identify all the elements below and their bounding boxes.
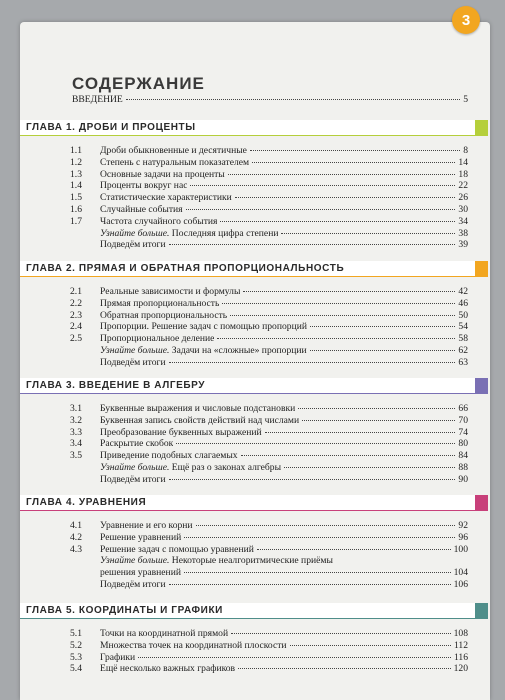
page-ref: 70	[458, 414, 468, 426]
dot-leader	[169, 362, 456, 363]
dot-leader	[196, 525, 456, 526]
chapter-title: ГЛАВА 5. КООРДИНАТЫ И ГРАФИКИ	[26, 605, 223, 616]
dot-leader	[169, 244, 456, 245]
page-ref: 96	[458, 531, 468, 543]
toc-row[interactable]	[20, 345, 490, 357]
page-ref: 58	[458, 333, 468, 345]
page-ref: 92	[458, 520, 468, 531]
section-number: 5.3	[70, 651, 82, 663]
dot-leader	[220, 221, 455, 222]
dot-leader	[228, 174, 456, 175]
page-ref: 46	[458, 297, 468, 309]
chapter-title: ГЛАВА 1. ДРОБИ И ПРОЦЕНТЫ	[26, 122, 196, 133]
toc-row[interactable]	[20, 321, 490, 333]
section-title	[100, 462, 281, 474]
section-number: 5.1	[70, 628, 82, 639]
toc-entry	[100, 462, 468, 474]
toc-entry	[100, 345, 468, 357]
section-title: Подведём итоги	[100, 239, 166, 251]
section-number: 4.2	[70, 531, 82, 543]
dot-leader	[184, 537, 455, 538]
dot-leader	[281, 233, 455, 234]
section-number: 1.1	[70, 145, 82, 156]
toc-entry	[100, 239, 468, 251]
section-number: 1.4	[70, 180, 82, 192]
dot-leader	[310, 350, 456, 351]
toc-row[interactable]	[20, 298, 490, 310]
dot-leader	[243, 291, 455, 292]
page-ref: 5	[463, 94, 468, 105]
toc-entry	[100, 640, 468, 652]
section-number: 2.5	[70, 333, 82, 345]
page-ref: 108	[453, 628, 468, 639]
chapter-color-strip	[482, 261, 488, 276]
page-ref: 116	[453, 651, 468, 663]
page-ref: 104	[453, 567, 468, 579]
toc-row[interactable]	[20, 216, 490, 228]
toc-row[interactable]	[20, 169, 490, 181]
section-title: Пропорции. Решение задач с помощью пропорций	[100, 321, 307, 333]
toc-row[interactable]	[20, 403, 490, 415]
dot-leader	[186, 209, 456, 210]
dot-leader	[284, 467, 455, 468]
toc-entry	[100, 663, 468, 675]
section-number: 2.4	[70, 321, 82, 333]
toc-row[interactable]	[20, 204, 490, 216]
section-title-text: Последняя цифра степени	[169, 227, 279, 239]
section-number: 2.3	[70, 309, 82, 321]
section-number: 5.4	[70, 663, 82, 675]
toc-entry	[100, 157, 468, 169]
toc-entry	[100, 628, 468, 640]
toc-row[interactable]	[20, 239, 490, 251]
page-ref: 112	[453, 639, 468, 651]
toc-entry	[100, 652, 468, 664]
book-page	[20, 22, 490, 700]
section-number: 3.5	[70, 450, 82, 462]
section-title: Подведём итоги	[100, 579, 166, 590]
toc-row[interactable]	[20, 415, 490, 427]
page-title: СОДЕРЖАНИЕ	[72, 74, 205, 93]
toc-entry	[100, 192, 468, 204]
dot-leader	[230, 315, 455, 316]
toc-row[interactable]	[20, 310, 490, 322]
page-ref: 54	[458, 321, 468, 333]
chapter-header[interactable]	[20, 261, 488, 277]
section-title	[100, 555, 333, 567]
toc-row[interactable]	[20, 228, 490, 240]
toc-row[interactable]	[20, 333, 490, 345]
section-number: 3.3	[70, 426, 82, 438]
page-ref: 106	[453, 579, 468, 590]
page-ref: 50	[458, 309, 468, 321]
toc-entry	[100, 180, 468, 192]
section-title: Статистические характеристики	[100, 192, 232, 204]
toc-entry	[100, 321, 468, 333]
page-ref: 22	[458, 180, 468, 192]
toc-row[interactable]	[20, 544, 490, 556]
page-ref: 88	[458, 462, 468, 473]
toc-entry	[100, 450, 468, 462]
more-label: Узнайте больше.	[100, 462, 170, 473]
toc-entry	[100, 145, 468, 157]
section-title: Ещё несколько важных графиков	[100, 663, 236, 675]
section-title: Обратная пропорциональность	[100, 309, 228, 321]
section-number: 2.2	[70, 297, 82, 309]
chapter-color-strip	[482, 603, 488, 618]
toc-entry	[100, 216, 468, 228]
toc-row[interactable]	[20, 520, 490, 532]
chapter-header[interactable]	[20, 603, 488, 619]
page-ref: 30	[458, 204, 468, 215]
page-ref: 63	[458, 356, 468, 368]
section-title: Решение задач с помощью уравнений	[100, 543, 254, 555]
section-title: Множества точек на координатной плоскости	[100, 639, 287, 651]
toc-row[interactable]	[20, 145, 490, 157]
chapter-title: ГЛАВА 2. ПРЯМАЯ И ОБРАТНАЯ ПРОПОРЦИОНАЛЬНОСТЬ	[26, 263, 345, 274]
dot-leader	[265, 432, 456, 433]
page-ref: 26	[458, 192, 468, 204]
intro-row[interactable]	[20, 94, 490, 106]
chapter-header[interactable]	[20, 378, 488, 394]
page-ref: 80	[458, 438, 468, 450]
page-ref: 100	[453, 543, 468, 555]
page-ref: 62	[458, 345, 468, 356]
page-ref: 84	[458, 450, 468, 462]
page-number-badge: 3	[452, 6, 480, 34]
toc-entry	[100, 310, 468, 322]
toc-entry	[100, 427, 468, 439]
dot-leader	[169, 479, 456, 480]
dot-leader	[290, 645, 451, 646]
section-number: 2.1	[70, 286, 82, 297]
page-ref: 90	[458, 473, 468, 485]
page-ref: 38	[458, 227, 468, 239]
dot-leader	[310, 326, 455, 327]
toc-entry	[100, 357, 468, 369]
section-number: 4.1	[70, 520, 82, 531]
toc-row[interactable]	[20, 555, 490, 567]
page-ref: 34	[458, 215, 468, 227]
toc-row[interactable]	[20, 652, 490, 664]
section-title: Графики	[100, 651, 136, 663]
dot-leader	[238, 668, 451, 669]
toc-entry	[100, 228, 468, 240]
toc-entry	[100, 403, 468, 415]
page-ref: 18	[458, 168, 468, 180]
section-title: ВВЕДЕНИЕ	[72, 94, 123, 105]
dot-leader	[241, 455, 456, 456]
toc-entry	[72, 94, 468, 106]
toc-entry	[100, 567, 468, 579]
section-number: 1.5	[70, 192, 82, 204]
chapter-color-strip	[482, 378, 488, 393]
section-number: 3.4	[70, 438, 82, 450]
toc-row[interactable]	[20, 532, 490, 544]
toc-row[interactable]	[20, 450, 490, 462]
dot-leader	[252, 162, 455, 163]
section-title: Решение уравнений	[100, 531, 182, 543]
dot-leader	[217, 338, 455, 339]
toc-entry	[100, 579, 468, 591]
section-title: Пропорциональное деление	[100, 333, 215, 345]
page-ref: 66	[458, 403, 468, 414]
toc-row[interactable]	[20, 663, 490, 675]
chapter-title: ГЛАВА 4. УРАВНЕНИЯ	[26, 497, 147, 508]
dot-leader	[231, 633, 451, 634]
dot-leader	[235, 197, 456, 198]
section-title: Дроби обыкновенные и десятичные	[100, 145, 247, 156]
dot-leader	[169, 584, 451, 585]
section-number: 3.2	[70, 414, 82, 426]
section-title: Преобразование буквенных выражений	[100, 426, 262, 438]
toc-row[interactable]	[20, 462, 490, 474]
dot-leader	[302, 420, 455, 421]
section-title: Точки на координатной прямой	[100, 628, 229, 639]
section-title: Буквенная запись свойств действий над числами	[100, 414, 300, 426]
section-title-text: Задачи на «сложные» пропорции	[169, 345, 307, 356]
toc-row[interactable]	[20, 474, 490, 486]
toc-row[interactable]	[20, 628, 490, 640]
dot-leader	[250, 150, 460, 151]
page-ref: 8	[463, 145, 468, 156]
section-title: Буквенные выражения и числовые подстановки	[100, 403, 296, 414]
section-title: Уравнение и его корни	[100, 520, 193, 531]
chapter-header[interactable]	[20, 120, 488, 136]
section-title: Частота случайного события	[100, 215, 218, 227]
toc-entry	[100, 555, 468, 567]
page-ref: 14	[458, 156, 468, 168]
section-number: 5.2	[70, 639, 82, 651]
section-number: 1.6	[70, 204, 82, 215]
section-title	[100, 228, 278, 240]
more-label: Узнайте больше.	[100, 227, 170, 239]
toc-entry	[100, 204, 468, 216]
section-title: Основные задачи на проценты	[100, 168, 225, 180]
toc-entry	[100, 333, 468, 345]
section-number: 1.3	[70, 168, 82, 180]
section-title: Проценты вокруг нас	[100, 180, 188, 192]
section-title: Подведём итоги	[100, 473, 166, 485]
more-label: Узнайте больше.	[100, 555, 170, 567]
chapter-title: ГЛАВА 3. ВВЕДЕНИЕ В АЛГЕБРУ	[26, 380, 206, 391]
page-ref: 120	[453, 663, 468, 675]
section-number: 3.1	[70, 403, 82, 414]
dot-leader	[190, 185, 455, 186]
section-title: Степень с натуральным показателем	[100, 156, 250, 168]
dot-leader	[257, 549, 451, 550]
section-title-text: Ещё раз о законах алгебры	[169, 462, 282, 473]
toc-row[interactable]	[20, 192, 490, 204]
toc-entry	[100, 532, 468, 544]
toc-entry	[100, 438, 468, 450]
page-ref: 42	[458, 286, 468, 297]
toc-entry	[100, 298, 468, 310]
toc-row[interactable]	[20, 579, 490, 591]
toc-row[interactable]	[20, 438, 490, 450]
section-number: 1.7	[70, 215, 82, 227]
toc-row[interactable]	[20, 357, 490, 369]
chapter-header[interactable]	[20, 495, 488, 511]
toc-row[interactable]	[20, 157, 490, 169]
dot-leader	[176, 443, 455, 444]
dot-leader	[222, 303, 455, 304]
section-number: 4.3	[70, 543, 82, 555]
toc-entry	[100, 544, 468, 556]
section-title-text: Некоторые неалгоритмические приёмы	[169, 555, 333, 567]
toc-entry	[100, 169, 468, 181]
dot-leader	[184, 572, 451, 573]
toc-entry	[100, 286, 468, 298]
toc-row[interactable]	[20, 286, 490, 298]
page-ref: 39	[458, 239, 468, 251]
toc-entry	[100, 415, 468, 427]
toc-entry	[100, 474, 468, 486]
section-title: Прямая пропорциональность	[100, 297, 220, 309]
more-label: Узнайте больше.	[100, 345, 170, 356]
dot-leader	[298, 408, 455, 409]
section-number: 1.2	[70, 156, 82, 168]
dot-leader	[126, 99, 460, 100]
section-title: Случайные события	[100, 204, 183, 215]
toc-row[interactable]	[20, 180, 490, 192]
toc-row[interactable]	[20, 567, 490, 579]
toc-row[interactable]	[20, 427, 490, 439]
section-title: Приведение подобных слагаемых	[100, 450, 238, 462]
chapter-color-strip	[482, 495, 488, 510]
toc-entry	[100, 520, 468, 532]
section-title: Реальные зависимости и формулы	[100, 286, 241, 297]
page-ref: 74	[458, 426, 468, 438]
section-title	[100, 345, 307, 357]
section-title: решения уравнений	[100, 567, 181, 579]
dot-leader	[138, 657, 451, 658]
chapter-color-strip	[482, 120, 488, 135]
section-title: Раскрытие скобок	[100, 438, 174, 450]
toc-row[interactable]	[20, 640, 490, 652]
section-title: Подведём итоги	[100, 356, 166, 368]
